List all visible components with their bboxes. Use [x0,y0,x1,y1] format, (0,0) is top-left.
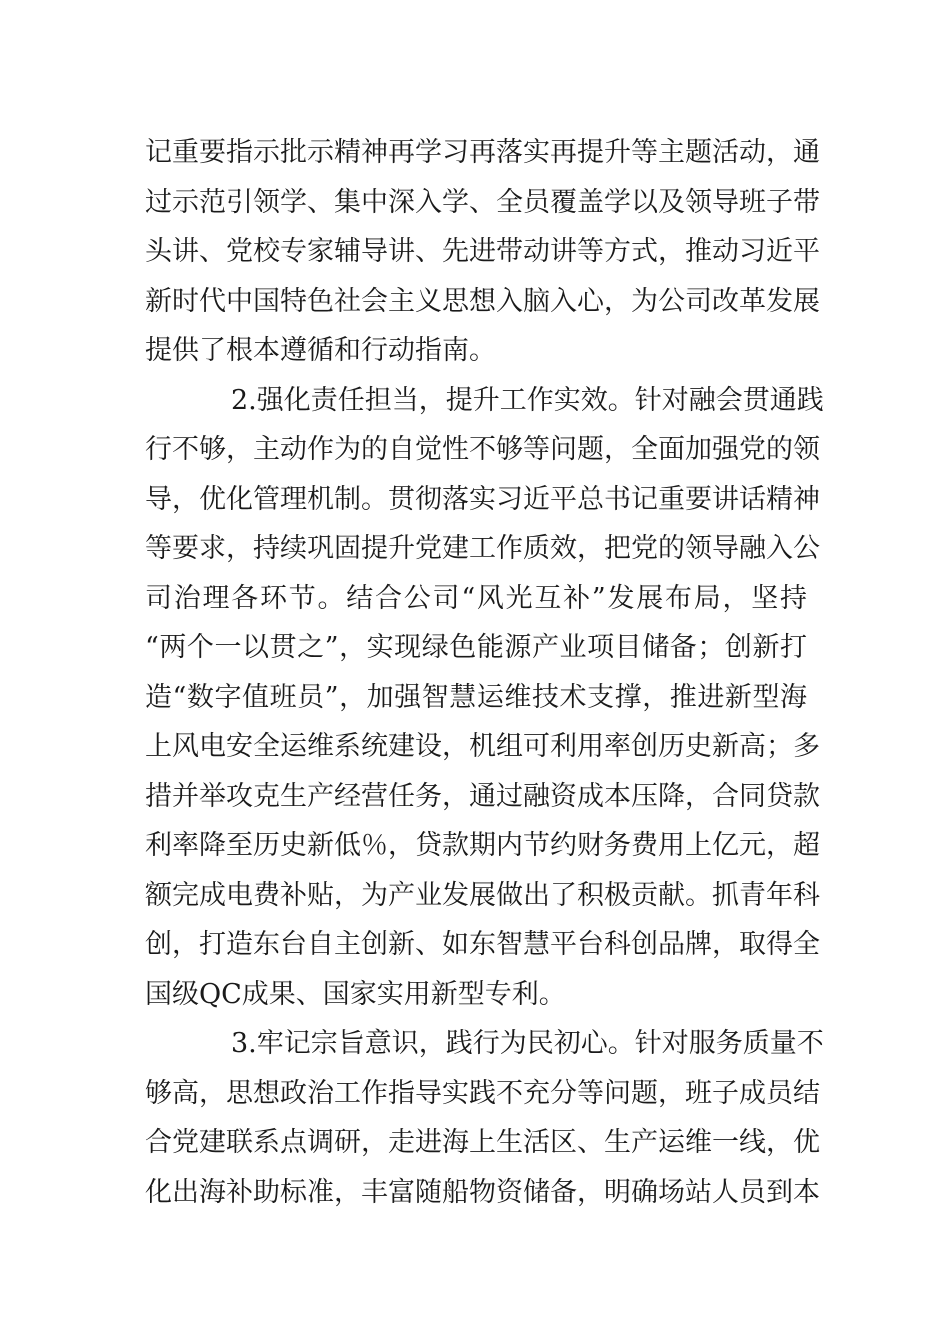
paragraph-first-line: 2.强化责任担当，提升工作实效。针对融会贯通践 [231,384,824,416]
paragraph-first-line: 3.牢记宗旨意识，践行为民初心。针对服务质量不 [231,1028,824,1059]
text-line: 国级QC成果、国家实用新型专利。 [145,978,566,1010]
text-line: 新时代中国特色社会主义思想入脑入心，为公司改革发展 [145,285,820,317]
text-line: 记重要指示批示精神再学习再落实再提升等主题活动，通 [145,137,820,168]
text-line: 措并举攻克生产经营任务，通过融资成本压降，合同贷款 [145,780,820,812]
text-line: 等要求，持续巩固提升党建工作质效，把党的领导融入公 [145,533,820,564]
text-line: 利率降至历史新低％，贷款期内节约财务费用上亿元，超 [145,830,820,861]
text-line: 过示范引领学、集中深入学、全员覆盖学以及领导班子带 [145,186,820,218]
text-line: 提供了根本遵循和行动指南。 [145,335,496,366]
text-line: “两个一以贯之”，实现绿色能源产业项目储备；创新打 [145,632,807,663]
text-line: 创，打造东台自主创新、如东智慧平台科创品牌，取得全 [145,929,820,960]
text-line: 头讲、党校专家辅导讲、先进带动讲等方式，推动习近平 [145,236,820,267]
text-line: 司治理各环节。结合公司“风光互补”发展布局，坚持 [145,582,807,614]
text-line: 合党建联系点调研，走进海上生活区、生产运维一线，优 [145,1127,820,1158]
text-line: 导，优化管理机制。贯彻落实习近平总书记重要讲话精神 [145,483,820,515]
text-line: 化出海补助标准，丰富随船物资储备，明确场站人员到本 [145,1176,820,1208]
text-line: 造“数字值班员”，加强智慧运维技术支撑，推进新型海 [145,681,807,713]
text-line: 行不够，主动作为的自觉性不够等问题，全面加强党的领 [145,434,820,465]
text-line: 够高，思想政治工作指导实践不充分等问题，班子成员结 [145,1077,820,1109]
document-body [145,128,824,1217]
text-line: 额完成电费补贴，为产业发展做出了积极贡献。抓青年科 [145,879,820,911]
text-line: 上风电安全运维系统建设，机组可利用率创历史新高；多 [145,731,820,762]
